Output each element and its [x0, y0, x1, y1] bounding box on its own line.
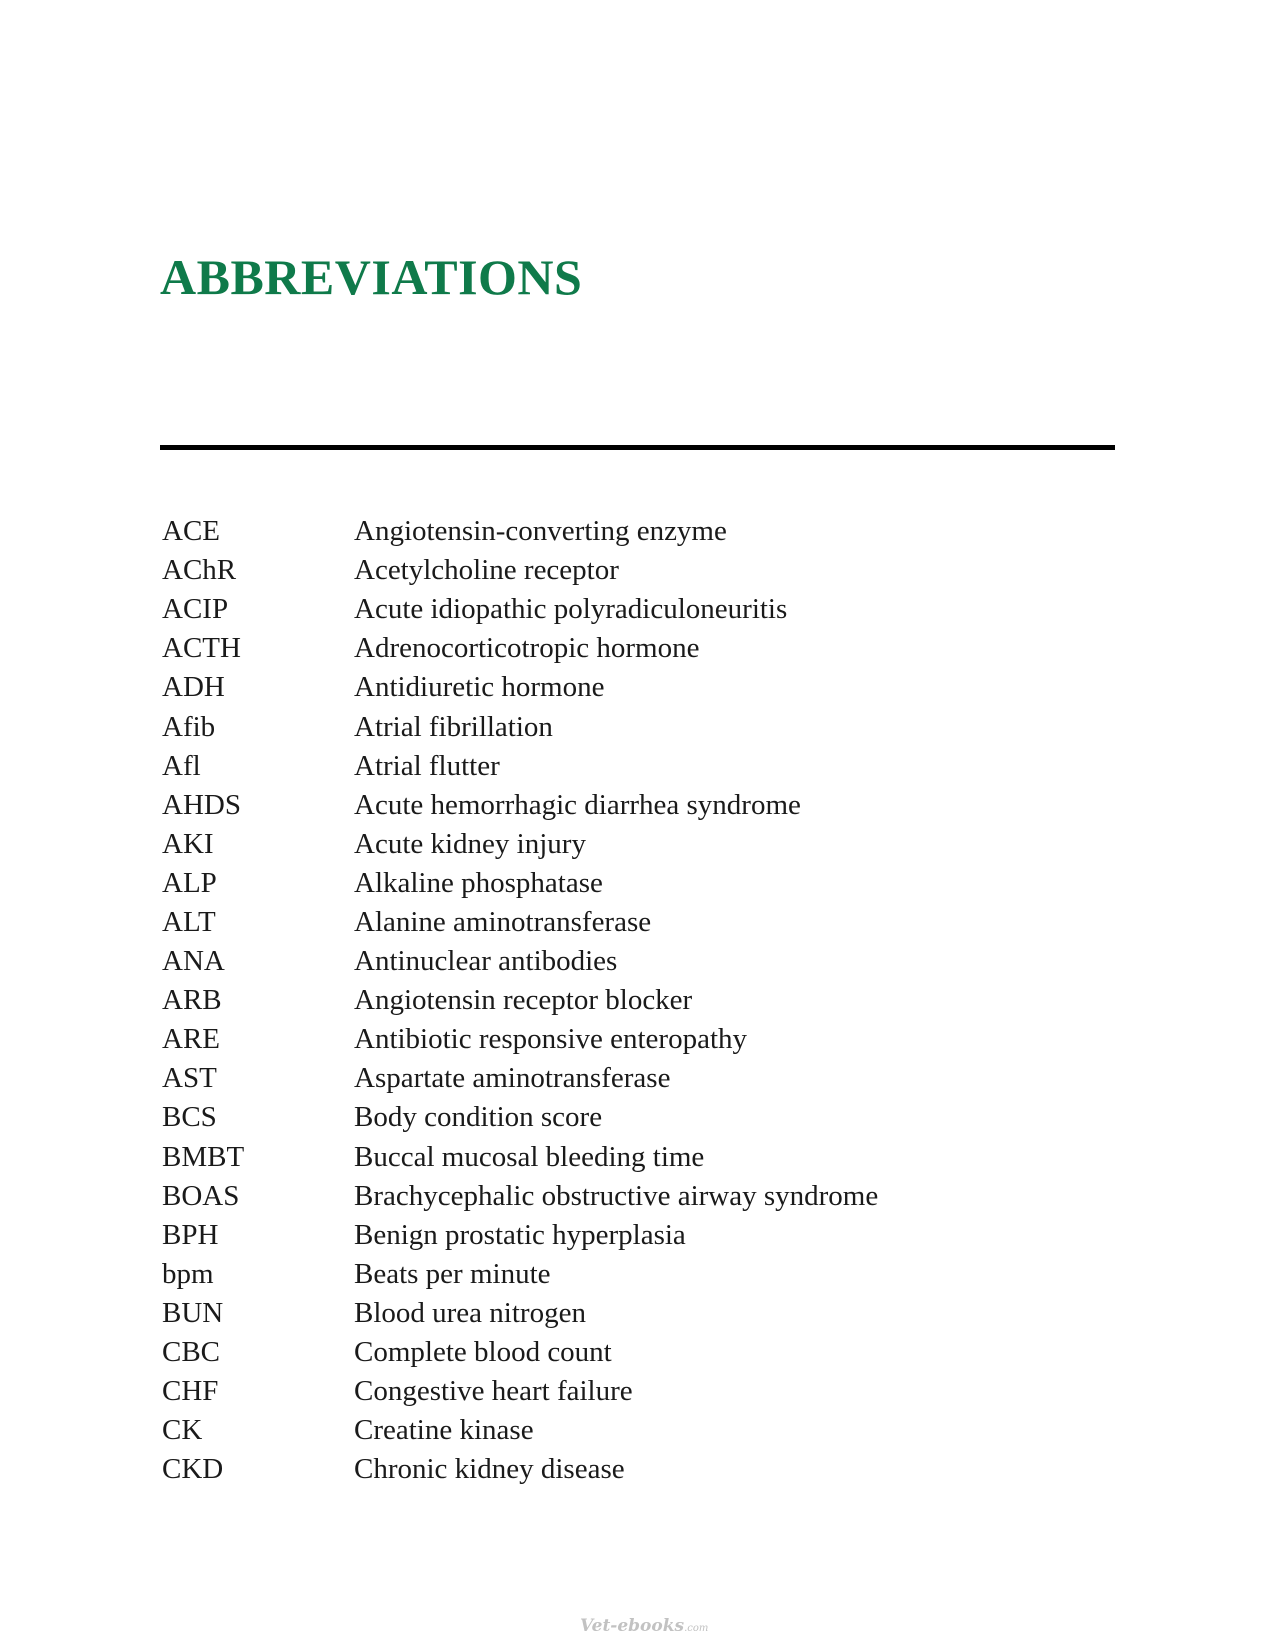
abbreviation-term: ACTH: [162, 632, 241, 665]
abbreviation-definition: Buccal mucosal bleeding time: [354, 1140, 705, 1173]
abbreviation-definition: Atrial fibrillation: [354, 710, 553, 743]
abbreviation-definition: Brachycephalic obstructive airway syndrome: [354, 1179, 879, 1212]
abbreviation-term: bpm: [162, 1257, 214, 1290]
abbreviation-term: ADH: [162, 671, 225, 704]
abbreviation-definition: Alanine aminotransferase: [354, 905, 652, 938]
abbreviation-row: [162, 747, 878, 786]
abbreviation-term: BCS: [162, 1101, 217, 1134]
abbreviation-definition: Complete blood count: [354, 1336, 612, 1369]
abbreviation-row: [162, 1333, 878, 1372]
abbreviation-term: BPH: [162, 1218, 219, 1251]
abbreviation-row: [162, 1294, 878, 1333]
abbreviation-row: [162, 590, 878, 629]
abbreviation-definition: Atrial flutter: [354, 749, 500, 782]
abbreviation-definition: Antinuclear antibodies: [354, 945, 618, 978]
abbreviation-definition: Antidiuretic hormone: [354, 671, 605, 704]
abbreviation-definition: Acute kidney injury: [354, 827, 586, 860]
abbreviation-definition: Antibiotic responsive enteropathy: [354, 1023, 748, 1056]
abbreviation-row: [162, 825, 878, 864]
abbreviation-list: [162, 512, 878, 1489]
abbreviation-term: CKD: [162, 1453, 224, 1486]
abbreviation-term: AST: [162, 1062, 217, 1095]
abbreviation-term: BUN: [162, 1296, 224, 1329]
abbreviation-definition: Benign prostatic hyperplasia: [354, 1218, 686, 1251]
abbreviation-definition: Chronic kidney disease: [354, 1453, 625, 1486]
abbreviation-term: AKI: [162, 827, 214, 860]
abbreviation-row: [162, 942, 878, 981]
abbreviation-row: [162, 1098, 878, 1137]
abbreviation-term: CBC: [162, 1336, 221, 1369]
abbreviation-term: ARE: [162, 1023, 220, 1056]
abbreviation-row: [162, 1411, 878, 1450]
watermark-tld: .com: [684, 1623, 709, 1634]
abbreviation-term: ARB: [162, 984, 222, 1017]
abbreviation-term: CHF: [162, 1375, 219, 1408]
abbreviation-row: [162, 1255, 878, 1294]
abbreviation-row: [162, 551, 878, 590]
abbreviation-term: Afl: [162, 749, 201, 782]
abbreviation-row: [162, 1138, 878, 1177]
abbreviation-definition: Acute idiopathic polyradiculoneuritis: [354, 593, 788, 626]
abbreviation-definition: Angiotensin-converting enzyme: [354, 515, 727, 548]
abbreviation-row: [162, 668, 878, 707]
abbreviation-row: [162, 1020, 878, 1059]
abbreviation-term: CK: [162, 1414, 203, 1447]
abbreviation-term: ALT: [162, 905, 216, 938]
page-title: ABBREVIATIONS: [160, 249, 583, 305]
abbreviation-definition: Acetylcholine receptor: [354, 554, 619, 587]
abbreviation-row: [162, 903, 878, 942]
abbreviation-row: [162, 1372, 878, 1411]
title-divider: [160, 445, 1115, 450]
abbreviation-definition: Body condition score: [354, 1101, 603, 1134]
abbreviation-row: [162, 1177, 878, 1216]
abbreviation-term: ANA: [162, 945, 225, 978]
abbreviation-row: [162, 1450, 878, 1489]
abbreviation-row: [162, 512, 878, 551]
abbreviation-definition: Acute hemorrhagic diarrhea syndrome: [354, 788, 801, 821]
abbreviation-definition: Aspartate aminotransferase: [354, 1062, 671, 1095]
abbreviation-term: Afib: [162, 710, 216, 743]
abbreviation-row: [162, 1216, 878, 1255]
abbreviation-row: [162, 629, 878, 668]
abbreviation-definition: Creatine kinase: [354, 1414, 534, 1447]
watermark: [580, 1616, 708, 1636]
abbreviation-term: AChR: [162, 554, 237, 587]
abbreviation-row: [162, 786, 878, 825]
abbreviation-row: [162, 1059, 878, 1098]
abbreviation-term: ACE: [162, 515, 220, 548]
abbreviation-definition: Blood urea nitrogen: [354, 1296, 586, 1329]
abbreviation-term: BOAS: [162, 1179, 240, 1212]
abbreviation-definition: Beats per minute: [354, 1257, 551, 1290]
abbreviation-term: AHDS: [162, 788, 241, 821]
abbreviation-row: [162, 981, 878, 1020]
abbreviation-row: [162, 864, 878, 903]
watermark-logo: Vet-ebooks: [580, 1616, 685, 1636]
abbreviation-row: [162, 707, 878, 746]
abbreviation-definition: Adrenocorticotropic hormone: [354, 632, 700, 665]
abbreviation-term: BMBT: [162, 1140, 245, 1173]
abbreviation-definition: Alkaline phosphatase: [354, 866, 603, 899]
abbreviation-term: ALP: [162, 866, 217, 899]
abbreviation-term: ACIP: [162, 593, 229, 626]
abbreviation-definition: Congestive heart failure: [354, 1375, 633, 1408]
abbreviation-definition: Angiotensin receptor blocker: [354, 984, 693, 1017]
